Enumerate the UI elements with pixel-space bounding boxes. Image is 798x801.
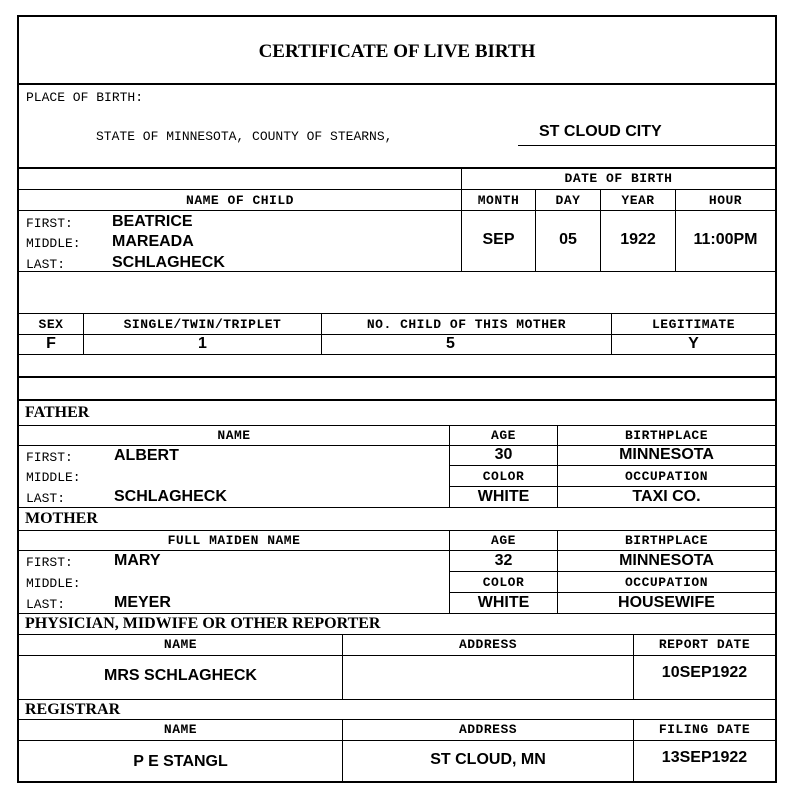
father-first-label: FIRST:: [26, 450, 73, 465]
divider: [450, 465, 775, 466]
child-middle-label: MIDDLE:: [26, 236, 81, 251]
father-birthplace: MINNESOTA: [619, 446, 714, 463]
physician-address-header: ADDRESS: [458, 637, 518, 652]
mother-first-name: MARY: [114, 552, 161, 569]
mother-last-label: LAST:: [26, 597, 66, 612]
mother-age-header: AGE: [491, 533, 516, 548]
child-first-label: FIRST:: [26, 216, 73, 231]
father-last-label: LAST:: [26, 491, 66, 506]
report-date-header: REPORT DATE: [658, 637, 751, 652]
divider: [19, 167, 775, 169]
birth-month: SEP: [482, 231, 515, 248]
mother-section-title: MOTHER: [25, 510, 98, 527]
divider: [19, 740, 775, 741]
registrar-name: P E STANGL: [133, 753, 228, 770]
hour-header: HOUR: [708, 193, 743, 208]
name-of-child-header: NAME OF CHILD: [186, 193, 294, 208]
father-occupation: TAXI CO.: [632, 488, 701, 505]
child-last-label: LAST:: [26, 257, 66, 272]
sex-header: SEX: [38, 317, 64, 332]
filing-date: 13SEP1922: [661, 749, 748, 766]
birth-day: 05: [559, 231, 577, 248]
mother-birthplace: MINNESOTA: [619, 552, 714, 569]
divider: [450, 592, 775, 593]
filing-date-header: FILING DATE: [658, 722, 751, 737]
certificate-form: [17, 15, 777, 783]
father-last-name: SCHLAGHECK: [114, 488, 227, 505]
child-number-header: NO. CHILD OF THIS MOTHER: [366, 317, 567, 332]
divider: [450, 571, 775, 572]
registrar-name-header: NAME: [163, 722, 198, 737]
place-of-birth-city: ST CLOUD CITY: [539, 123, 662, 140]
divider: [19, 550, 775, 551]
divider: [19, 699, 775, 700]
registrar-address: ST CLOUD, MN: [430, 751, 546, 768]
mother-birthplace-header: BIRTHPLACE: [624, 533, 708, 548]
mother-occupation: HOUSEWIFE: [618, 594, 715, 611]
father-occupation-header: OCCUPATION: [624, 469, 708, 484]
month-header: MONTH: [477, 193, 520, 208]
father-age: 30: [494, 446, 513, 463]
divider: [19, 399, 775, 401]
year-header: YEAR: [621, 193, 655, 208]
place-of-birth-state-county: STATE OF MINNESOTA, COUNTY OF STEARNS,: [96, 129, 393, 144]
child-first-name: BEATRICE: [112, 213, 193, 230]
father-color: WHITE: [477, 488, 530, 505]
child-number-value: 5: [446, 335, 455, 352]
physician-name: MRS SCHLAGHECK: [104, 667, 257, 684]
place-of-birth-label: PLACE OF BIRTH:: [26, 90, 144, 105]
birth-year: 1922: [620, 231, 656, 248]
divider: [19, 210, 775, 211]
father-age-header: AGE: [491, 428, 516, 443]
date-of-birth-header: DATE OF BIRTH: [564, 171, 673, 186]
mother-name-header: FULL MAIDEN NAME: [167, 533, 301, 548]
registrar-address-header: ADDRESS: [458, 722, 518, 737]
legitimate-header: LEGITIMATE: [651, 317, 735, 332]
city-underline: [518, 145, 775, 146]
day-header: DAY: [555, 193, 581, 208]
plurality-value: 1: [198, 335, 207, 352]
mother-middle-label: MIDDLE:: [26, 576, 81, 591]
divider: [450, 486, 775, 487]
physician-name-header: NAME: [163, 637, 198, 652]
report-date: 10SEP1922: [661, 664, 748, 681]
birth-hour: 11:00PM: [693, 231, 758, 248]
father-middle-label: MIDDLE:: [26, 470, 81, 485]
physician-section-title: PHYSICIAN, MIDWIFE OR OTHER REPORTER: [25, 615, 381, 632]
divider: [19, 425, 775, 426]
mother-color-header: COLOR: [482, 575, 525, 590]
legitimate-value: Y: [688, 335, 699, 352]
child-middle-name: MAREADA: [112, 233, 194, 250]
sex-value: F: [46, 335, 56, 352]
mother-color: WHITE: [477, 594, 530, 611]
divider: [19, 719, 775, 720]
child-last-name: SCHLAGHECK: [112, 254, 225, 271]
plurality-header: SINGLE/TWIN/TRIPLET: [123, 317, 282, 332]
mother-last-name: MEYER: [114, 594, 171, 611]
mother-age: 32: [494, 552, 513, 569]
divider: [19, 655, 775, 656]
divider: [19, 530, 775, 531]
divider: [19, 354, 775, 355]
divider: [19, 271, 775, 272]
registrar-section-title: REGISTRAR: [25, 701, 121, 718]
mother-occupation-header: OCCUPATION: [624, 575, 708, 590]
father-color-header: COLOR: [482, 469, 525, 484]
father-name-header: NAME: [217, 428, 251, 443]
divider: [19, 613, 775, 614]
mother-first-label: FIRST:: [26, 555, 73, 570]
divider: [19, 507, 775, 508]
certificate-title: CERTIFICATE OF LIVE BIRTH: [258, 41, 536, 62]
divider: [19, 313, 775, 314]
father-section-title: FATHER: [25, 404, 90, 421]
divider: [19, 376, 775, 378]
divider: [19, 83, 775, 85]
father-birthplace-header: BIRTHPLACE: [624, 428, 708, 443]
father-first-name: ALBERT: [114, 447, 179, 464]
divider: [19, 189, 775, 190]
divider: [19, 634, 775, 635]
